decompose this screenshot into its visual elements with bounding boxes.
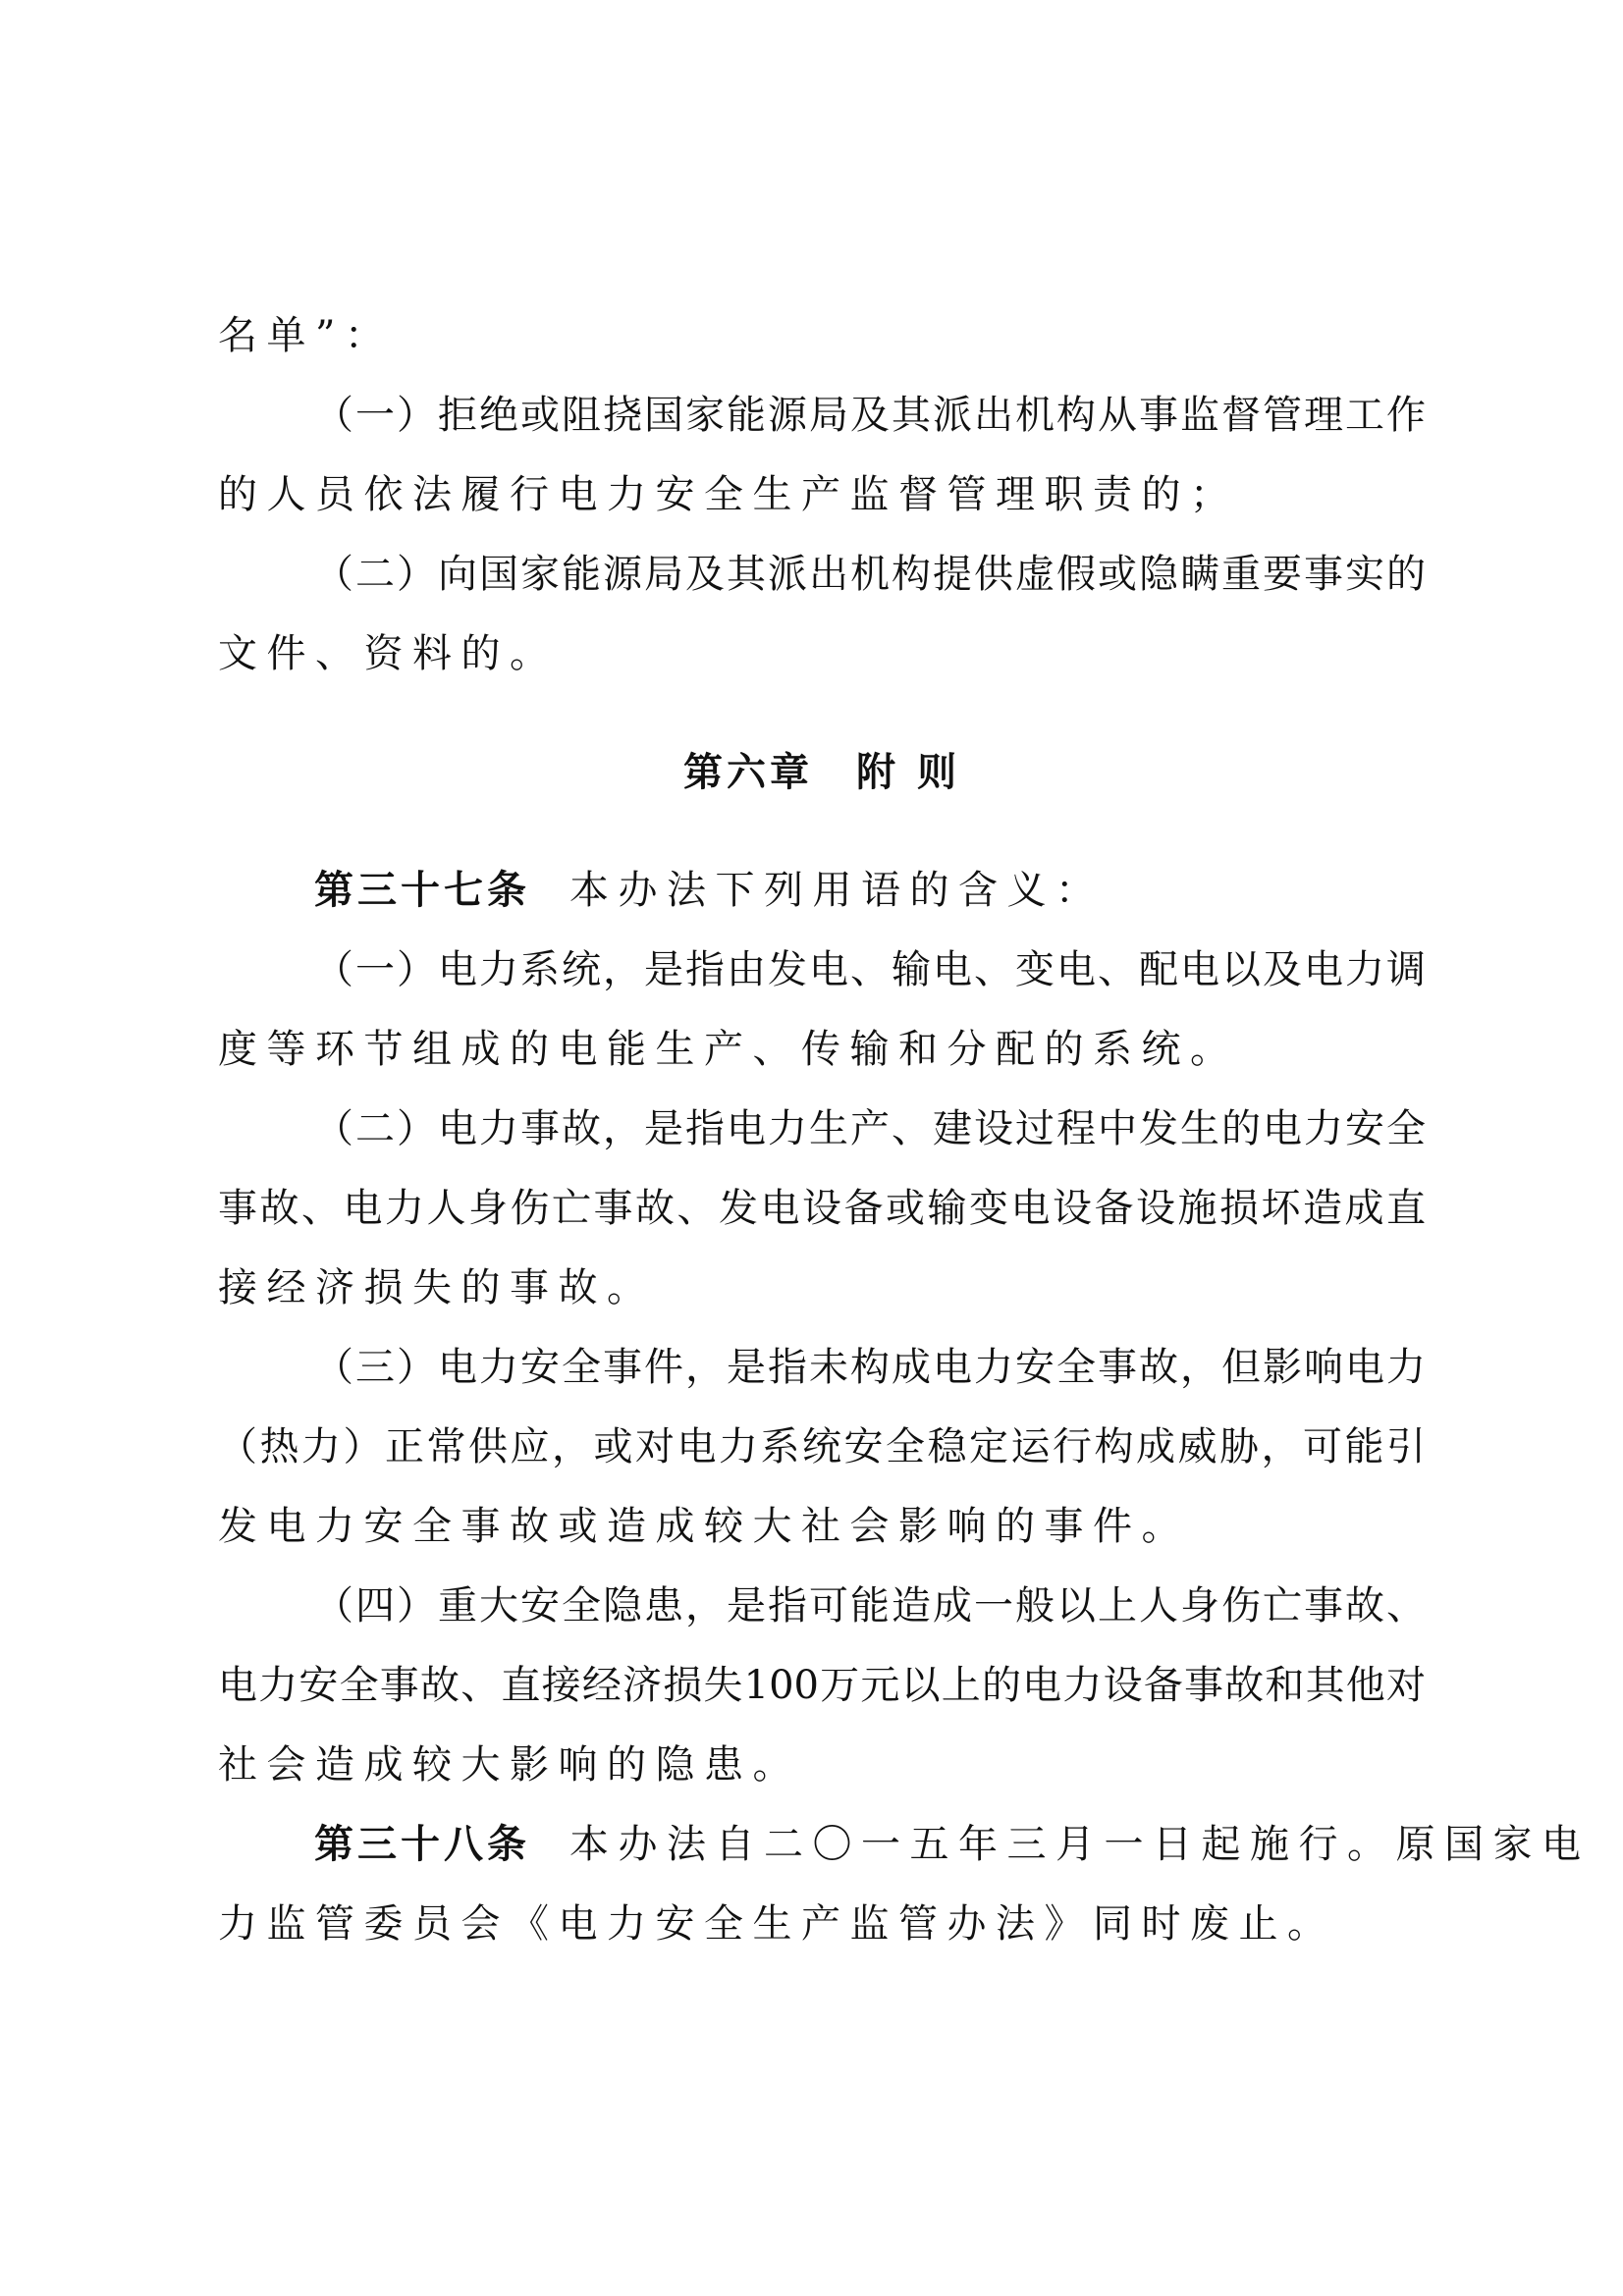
text-line: （二）向国家能源局及其派出机构提供虚假或隐瞒重要事实的 (314, 552, 1426, 597)
text-line: 文件、资料的。 (218, 631, 559, 676)
text-line: 力监管委员会《电力安全生产监管办法》同时废止。 (218, 1901, 1336, 1947)
article-38-heading: 第三十八条 (314, 1822, 530, 1867)
text-line: （二）电力事故，是指电力生产、建设过程中发生的电力安全 (314, 1106, 1426, 1151)
article-37-heading: 第三十七条 (314, 868, 530, 913)
text-line: 的人员依法履行电力安全生产监督管理职责的； (218, 472, 1239, 517)
text-line: 电力安全事故、直接经济损失100万元以上的电力设备事故和其他对 (218, 1663, 1426, 1708)
article-38-line (314, 1815, 1591, 1874)
chapter-title: 第六章 附 则 (683, 750, 960, 795)
text-line: （一）拒绝或阻挠国家能源局及其派出机构从事监督管理工作 (314, 393, 1426, 438)
text-line: 社会造成较大影响的隐患。 (218, 1742, 801, 1788)
text-line: （一）电力系统，是指由发电、输电、变电、配电以及电力调 (314, 947, 1426, 992)
article-37-intro: 本办法下列用语的含义： (569, 868, 1105, 913)
text-line: 名单”： (218, 313, 394, 358)
text-line: （四）重大安全隐患，是指可能造成一般以上人身伤亡事故、 (314, 1583, 1426, 1629)
text-line: 度等环节组成的电能生产、传输和分配的系统。 (218, 1027, 1239, 1072)
text-line: 接经济损失的事故。 (218, 1265, 656, 1310)
text-line: 发电力安全事故或造成较大社会影响的事件。 (218, 1504, 1190, 1549)
text-line: （热力）正常供应，或对电力系统安全稳定运行构成威胁，可能引 (218, 1424, 1426, 1469)
text-line: （三）电力安全事件，是指未构成电力安全事故，但影响电力 (314, 1345, 1426, 1390)
text-line: 事故、电力人身伤亡事故、发电设备或输变电设备设施损坏造成直 (218, 1186, 1426, 1231)
article-38-text: 本办法自二〇一五年三月一日起施行。原国家电 (569, 1822, 1591, 1867)
article-37-line (314, 861, 1426, 920)
